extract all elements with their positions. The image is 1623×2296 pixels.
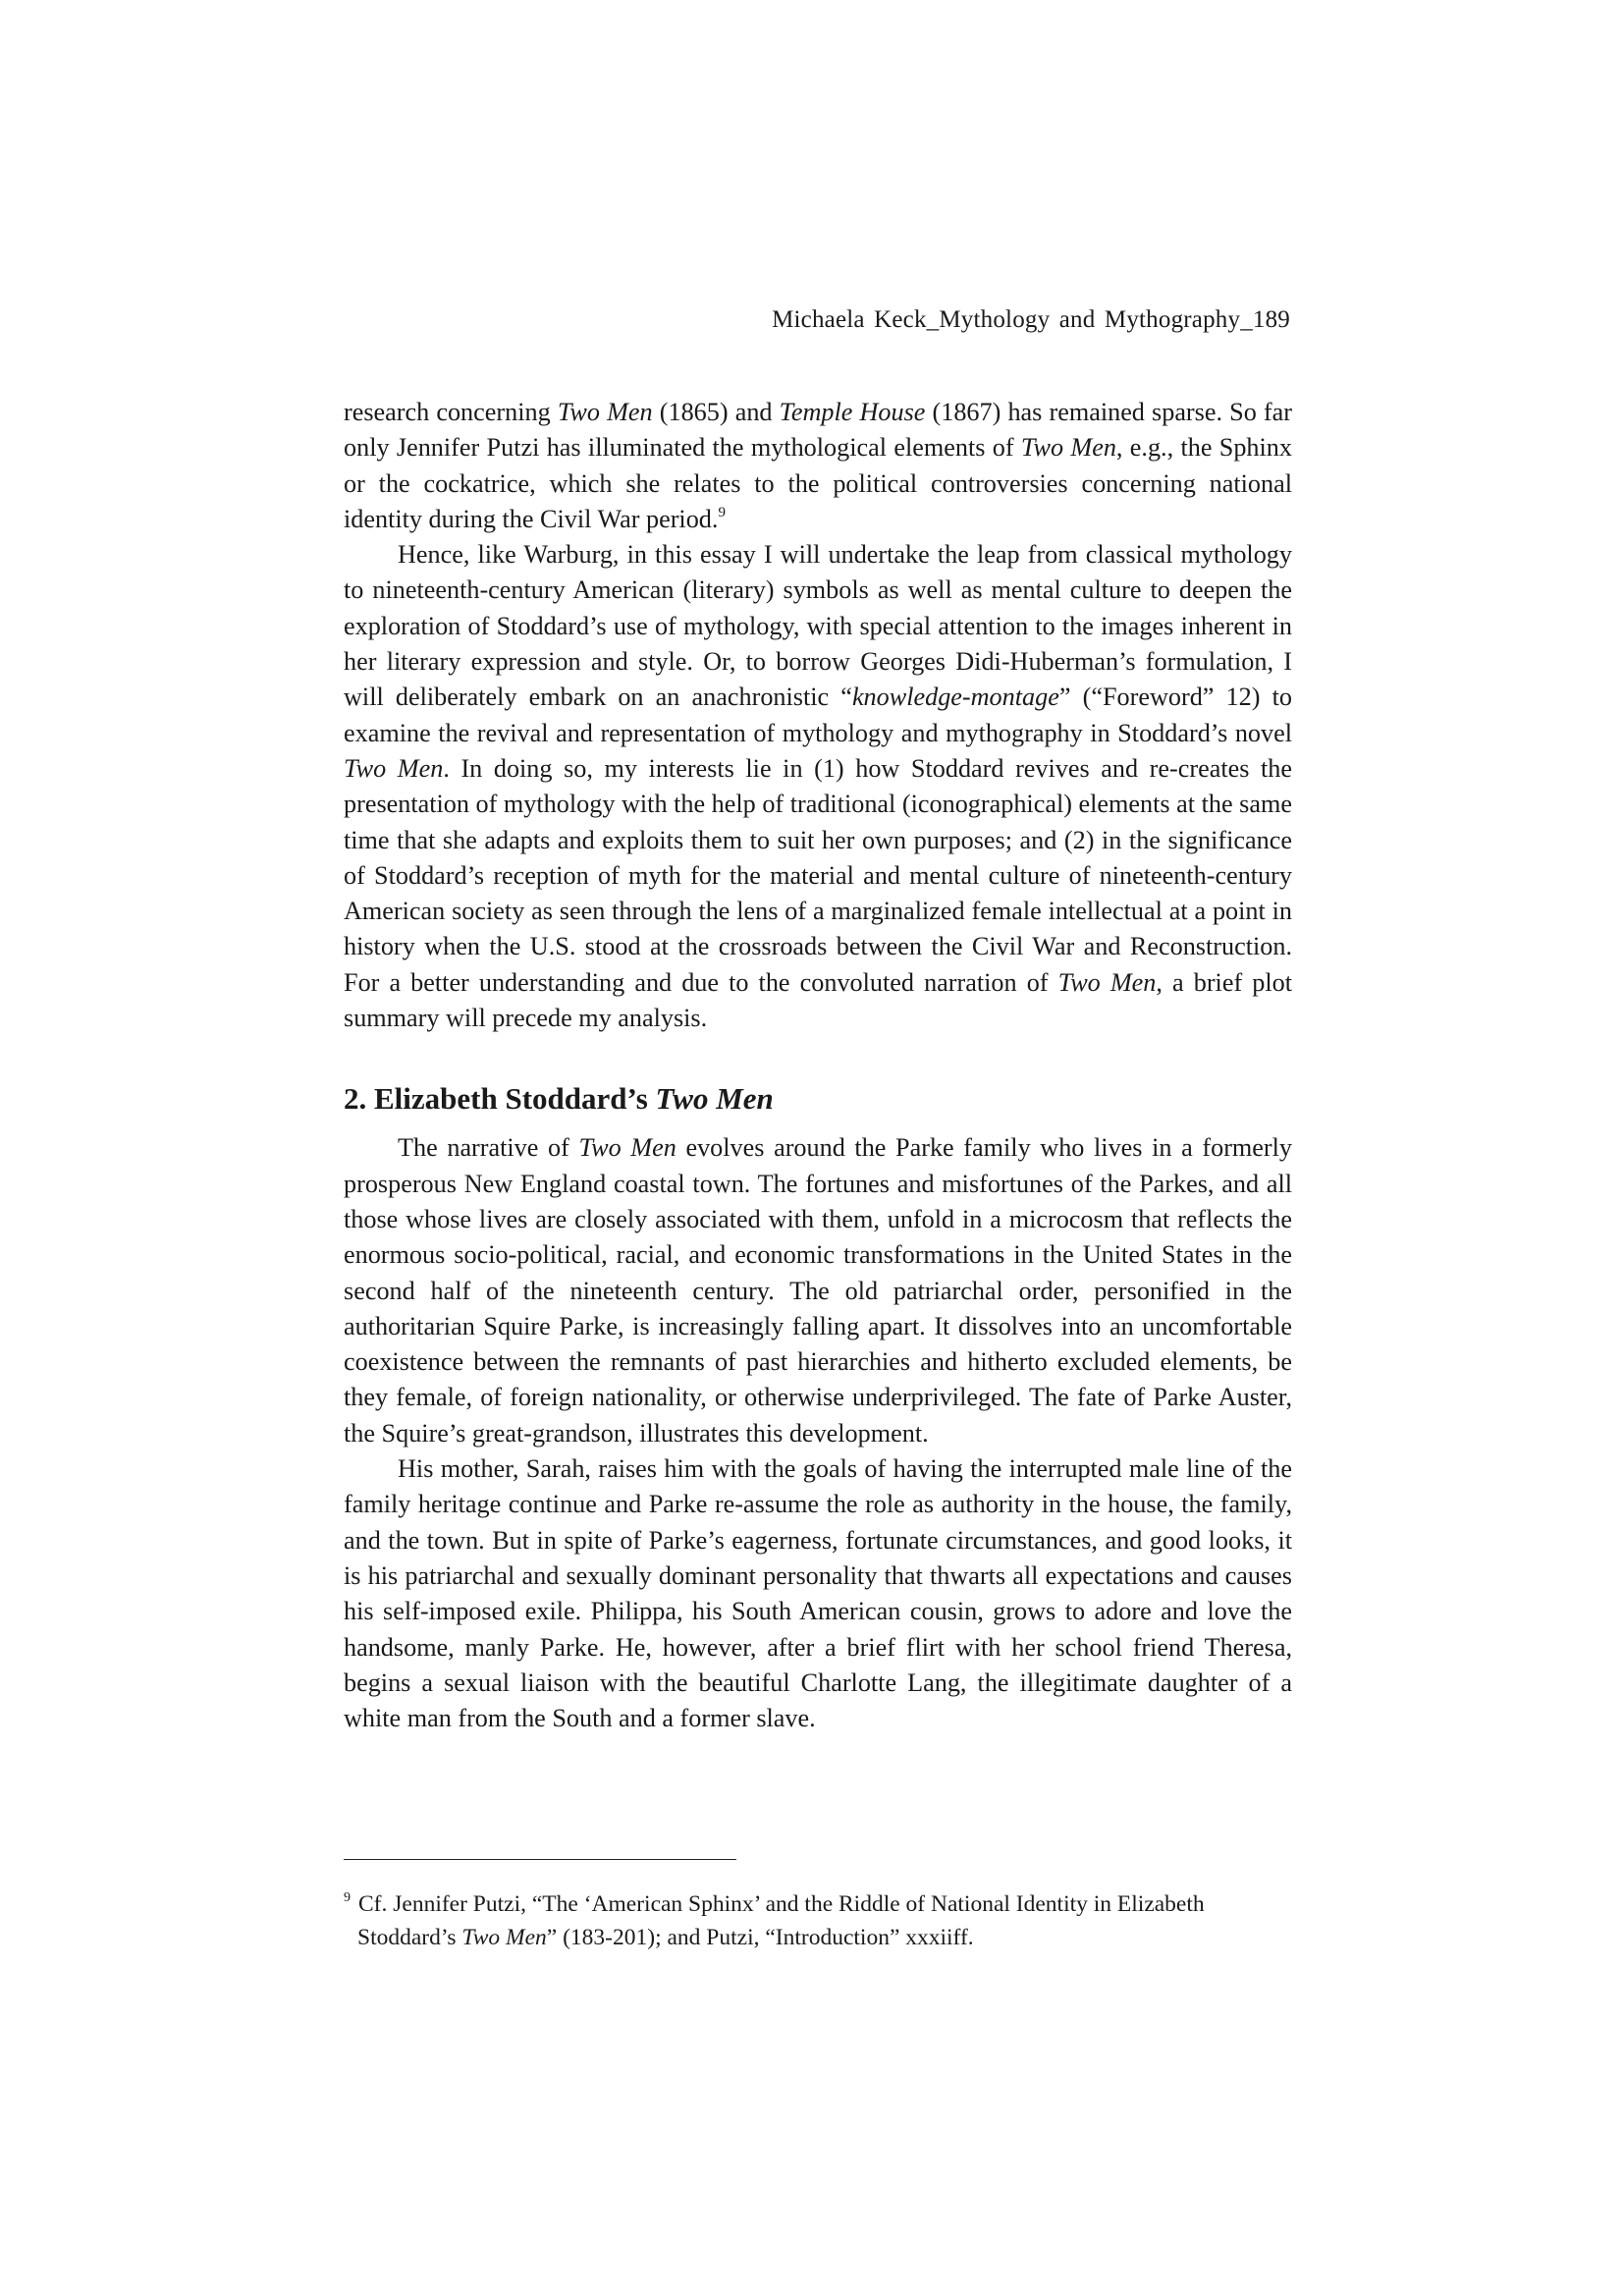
footnote-continuation <box>344 1921 1292 1954</box>
text-span: , e.g., the Sphinx or the cockatrice, which she relates to the political controversies concerning national identity during the Civil War period. <box>344 433 1292 533</box>
text-span: research concerning <box>344 398 558 426</box>
text-span: The narrative of <box>398 1133 579 1163</box>
section-heading <box>344 1079 1292 1119</box>
text-span: (1867) has remained sparse. So far only Jennifer Putzi has illuminated the mythological elements of <box>344 398 1292 463</box>
text-span: , a brief plot summary will precede my analysis. <box>344 967 1292 1033</box>
italic-title: Two Men <box>461 1925 547 1950</box>
footnote-divider <box>344 1859 736 1860</box>
italic-title: Two Men <box>1057 967 1157 997</box>
paragraph-1 <box>344 395 1292 537</box>
italic-title: Temple House <box>779 398 926 426</box>
text-span: evolves around the Parke family who lives in a formerly prosperous New England coastal town. The fortunes and misfortunes of the Parkes, and all those whose lives are closely associated with them, unfold in a microcosm that reflects the enormous socio-political, racial, and economic transformations in the United States in the second half of the nineteenth century. The old patriarchal order, personified in the authoritarian Squire Parke, is increasingly falling apart. It dissolves into an uncomfortable coexistence between the remnants of past hierarchies and hitherto excluded elements, be they female, of foreign nationality, or otherwise underprivileged. The fate of Parke Auster, the Squire’s great-grandson, illustrates this development. <box>344 1133 1292 1448</box>
text-span: (1865) and <box>652 398 780 426</box>
italic-title: Two Men <box>1020 433 1116 463</box>
footnote-9 <box>344 1882 1292 1954</box>
text-span: . In doing so, my interests lie in (1) how Stoddard revives and re-creates the presentation of mythology with the help of traditional (iconographical) elements at the same time that she adapts and exploits them to suit her own purposes; and (2) in the significance of Stoddard’s reception of myth for the material and mental culture of nineteenth-century American society as seen through the lens of a marginalized female intellectual at a point in history when the U.S. stood at the crossroads between the Civil War and Reconstruction. For a better understanding and due to the convoluted narration of <box>344 753 1292 997</box>
italic-title: Two Men <box>557 398 653 426</box>
heading-italic-title: Two Men <box>655 1081 774 1117</box>
italic-title: Two Men <box>344 753 444 783</box>
text-span: His mother, Sarah, raises him with the goals of having the interrupted male line of the family heritage continue and Parke re-assume the role as authority in the house, the family, and the town. But in spite of Parke’s eagerness, fortunate circumstances, and good looks, it is his patriarchal and sexually dominant personality that thwarts all expectations and causes his self-imposed exile. Philippa, his South American cousin, grows to adore and love the handsome, manly Parke. He, however, after a brief flirt with her school friend Theresa, begins a sexual liaison with the beautiful Charlotte Lang, the illegitimate daughter of a white man from the South and a former slave. <box>344 1454 1292 1733</box>
footnote-reference[interactable]: 9 <box>718 504 726 520</box>
italic-term: knowledge-montage <box>851 683 1059 712</box>
italic-title: Two Men <box>578 1133 676 1163</box>
footnote-text: Stoddard’s <box>357 1925 462 1950</box>
text-span: ” (“Foreword” 12) to examine the revival and representation of mythology and mythography in Stoddard’s novel <box>344 683 1292 747</box>
heading-text: 2. Elizabeth Stoddard’s <box>344 1081 656 1117</box>
footnote-text: ” (183-201); and Putzi, “Introduction” xxxiiff. <box>546 1925 974 1950</box>
footnote-number: 9 <box>344 1890 351 1905</box>
paragraph-4 <box>344 1451 1292 1736</box>
running-head: Michaela Keck_Mythology and Mythography_189 <box>772 306 1290 333</box>
text-span: Hence, like Warburg, in this essay I will undertake the leap from classical mythology to nineteenth-century American (literary) symbols as well as mental culture to deepen the exploration of Stoddard’s use of mythology, with special attention to the images inherent in her literary expression and style. Or, to borrow Georges Didi-Huberman’s formulation, I will deliberately embark on an anachronistic “ <box>344 540 1292 712</box>
paragraph-2 <box>344 537 1292 1036</box>
paragraph-3 <box>344 1130 1292 1451</box>
footnote-text: Cf. Jennifer Putzi, “The ‘American Sphinx’ and the Riddle of National Identity in Elizabeth <box>358 1891 1205 1917</box>
body-text <box>344 395 1292 1736</box>
